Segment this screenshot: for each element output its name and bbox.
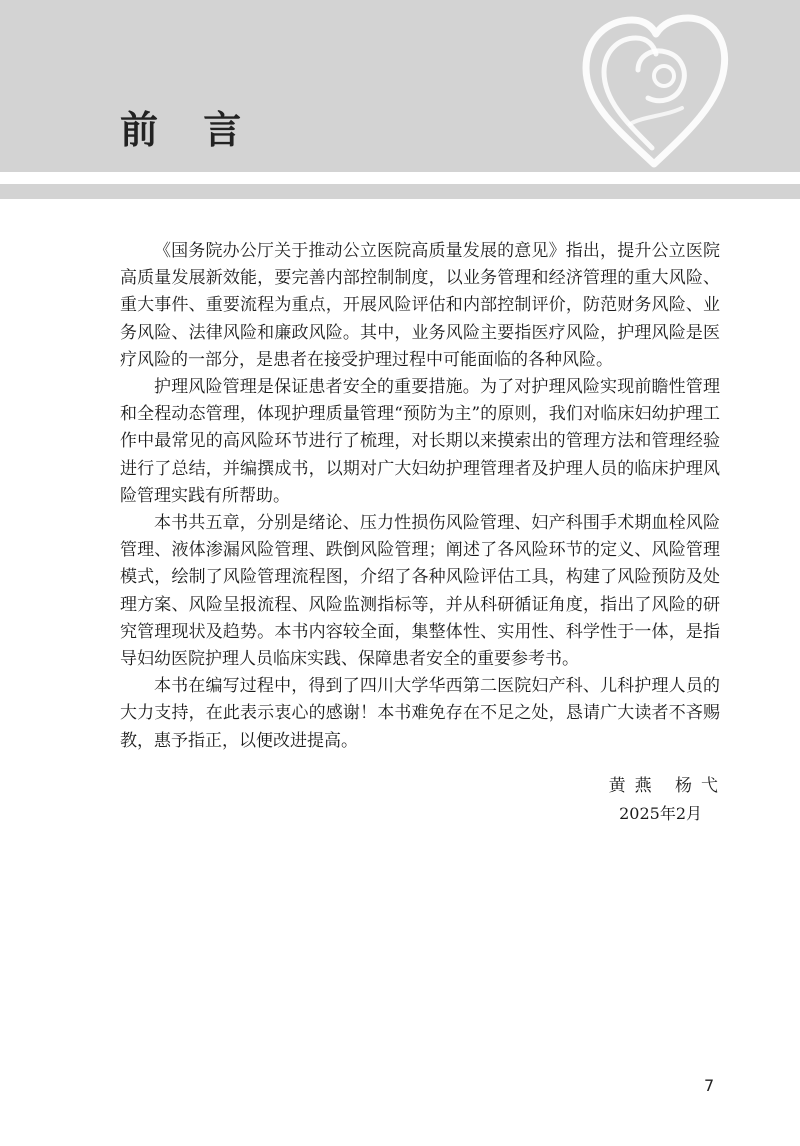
page-number: 7: [704, 1076, 715, 1095]
heart-mother-child-logo-icon: [578, 12, 730, 178]
paragraph: 本书共五章，分别是绪论、压力性损伤风险管理、妇产科围手术期血栓风险管理、液体渗漏风险管理、跌倒风险管理；阐述了各风险环节的定义、风险管理模式，绘制了风险管理流程图，介绍了各种风险评估工具，构建了风险预防及处理方案、风险呈报流程、风险监测指标等，并从科研循证角度，指出了风险的研究管理现状及趋势。本书内容较全面，集整体性、实用性、科学性于一体，是指导妇幼医院护理人员临床实践、保障患者安全的重要参考书。: [120, 513, 720, 670]
signature-date: 2025年2月: [619, 804, 702, 823]
preface-body: [120, 238, 720, 755]
paragraph: 本书在编写过程中，得到了四川大学华西第二医院妇产科、儿科护理人员的大力支持，在此表示衷心的感谢！本书难免存在不足之处，恳请广大读者不吝赐教，惠予指正，以便改进提高。: [120, 676, 720, 751]
header-divider-stripe: [0, 184, 800, 199]
author-names: 黄燕 杨弋: [608, 776, 727, 796]
page-title: 前 言: [120, 108, 258, 152]
paragraph: 护理风险管理是保证患者安全的重要措施。为了对护理风险实现前瞻性管理和全程动态管理，体现护理质量管理“预防为主”的原则，我们对临床妇幼护理工作中最常见的高风险环节进行了梳理，对长期以来摸索出的管理方法和管理经验进行了总结，并编撰成书，以期对广大妇幼护理管理者及护理人员的临床护理风险管理实践有所帮助。: [120, 377, 720, 506]
signature-block: [608, 772, 727, 828]
paragraph: 《国务院办公厅关于推动公立医院高质量发展的意见》指出，提升公立医院高质量发展新效能，要完善内部控制制度，以业务管理和经济管理的重大风险、重大事件、重要流程为重点，开展风险评估和内部控制评价，防范财务风险、业务风险、法律风险和廉政风险。其中，业务风险主要指医疗风险，护理风险是医疗风险的一部分，是患者在接受护理过程中可能面临的各种风险。: [120, 241, 720, 370]
